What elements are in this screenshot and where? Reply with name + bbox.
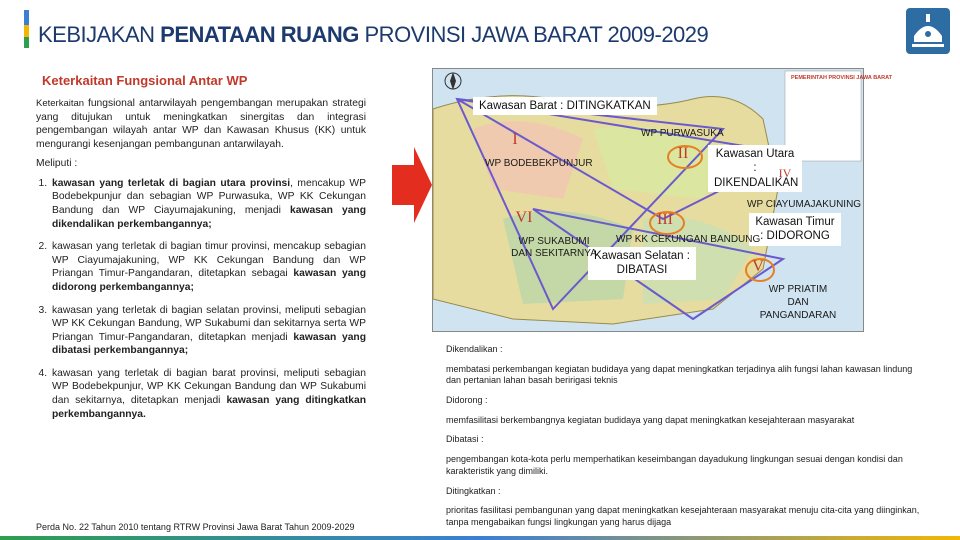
wp-bodebekpunjur-label: WP BODEBEKPUNJUR (485, 158, 593, 169)
definition-desc: prioritas fasilitasi pembangunan yang dapat meningkatkan kesejahteraan masyarakat menuju cita-cita yang diinginkan, tanpa mengabaikan fungsi lingkungan yang harus dijaga (446, 505, 920, 527)
regional-map (432, 68, 893, 332)
definition-desc: pengembangan kota-kota perlu memperhatikan keseimbangan dayadukung lingkungan sesuai dengan kondisi dan karakteristik yang dimiliki. (446, 454, 903, 476)
list-item: 4. kawasan yang terletak di bagian barat provinsi, meliputi sebagian WP Bodebekpunjur, WP KK Cekungan Bandung dan WP Sukabumi dan sekitarnya, ditetapkan menjadi kawasan yang ditingkatkan perkembangannya. (50, 367, 366, 421)
definitions-block (446, 344, 926, 529)
definition-term: Didorong : (446, 395, 488, 406)
map-legend-title: PEMERINTAH PROVINSI JAWA BARAT (791, 75, 893, 81)
footer-line (0, 536, 960, 540)
wp-roman-vi: VI (515, 209, 533, 226)
definition-desc: memfasilitasi berkembangnya kegiatan budidaya yang dapat meningkatkan kesejahteraan masyarakat (446, 414, 855, 425)
source-citation: Perda No. 22 Tahun 2010 tentang RTRW Provinsi Jawa Barat Tahun 2009-2029 (36, 522, 355, 532)
list-item: 2. kawasan yang terletak di bagian timur provinsi, mencakup sebagian WP Ciayumajakuning, WP KK Cekungan Bandung dan WP Priangan Timur-Pangandaran, ditetapkan sebagai kawasan yang didorong perkembangannya; (50, 240, 366, 294)
definition-desc: membatasi perkembangan kegiatan budidaya yang dapat meningkatkan terjadinya alih fungsi lahan kawasan lindung dan pertanian lahan basah beririgasi teknis (446, 363, 913, 386)
red-arrow-icon (392, 145, 432, 225)
wp-purwasuka-label: WP PURWASUKA (641, 128, 724, 139)
kawasan-barat-label: Kawasan Barat : DITINGKATKAN (473, 97, 657, 115)
kawasan-selatan-label: Kawasan Selatan : DIBATASI (588, 247, 696, 280)
wp-cekungan-bandung-label: WP KK CEKUNGAN BANDUNG (616, 234, 761, 245)
mosque-emblem-icon (904, 6, 952, 56)
definition-term: Ditingkatkan : (446, 485, 501, 496)
section-heading: Keterkaitan Fungsional Antar WP (42, 73, 248, 88)
wp-roman-i: I (512, 131, 518, 148)
wp-roman-v: V (752, 258, 764, 275)
wp-roman-iv: IV (778, 166, 792, 180)
kawasan-list (36, 177, 366, 421)
wp-roman-ii: II (677, 145, 689, 162)
page-title: KEBIJAKAN PENATAAN RUANG PROVINSI JAWA BARAT 2009-2029 (38, 22, 709, 47)
left-text-column (36, 97, 366, 430)
list-item: 3. kawasan yang terletak di bagian selatan provinsi, meliputi sebagian WP KK Cekungan Bandung, WP Sukabumi dan sekitarnya serta WP Priangan Timur-Pangandaran, ditetapkan menjadi kawasan yang dibatasi perkembangannya; (50, 304, 366, 358)
definition-term: Dibatasi : (446, 434, 484, 445)
accent-bar (24, 10, 29, 48)
kawasan-timur-label: Kawasan Timur : DIDORONG (749, 213, 841, 246)
intro-paragraph: Keterkaitan fungsional antarwilayah pengembangan merupakan strategi yang ditujukan untuk meningkatkan sinergitas dan integrasi pengembangan wilayah antar WP dan Kawasan Khusus (KK) untuk mengurangi kesenjangan pembangunan antarwilayah. (36, 98, 366, 150)
meliputi-label: Meliputi : (36, 158, 78, 170)
wp-ciayumajakuning-label: WP CIAYUMAJAKUNING (747, 199, 862, 210)
list-item: 1. kawasan yang terletak di bagian utara provinsi, mencakup WP Bodebekpunjur dan sebagian WP Purwasuka, WP KK Cekungan Bandung dan WP Ciayumajakuning, menjadi kawasan yang dikendalikan perkembangannya; (50, 177, 366, 231)
kawasan-utara-label: Kawasan Utara : DIKENDALIKAN (708, 145, 802, 192)
definition-term: Dikendalikan : (446, 344, 503, 354)
wp-priatim-label: WP PRIATIM DAN PANGANDARAN (759, 284, 837, 321)
wp-roman-iii: III (657, 211, 673, 228)
wp-sukabumi-label: WP SUKABUMI DAN SEKITARNYA (511, 236, 597, 259)
